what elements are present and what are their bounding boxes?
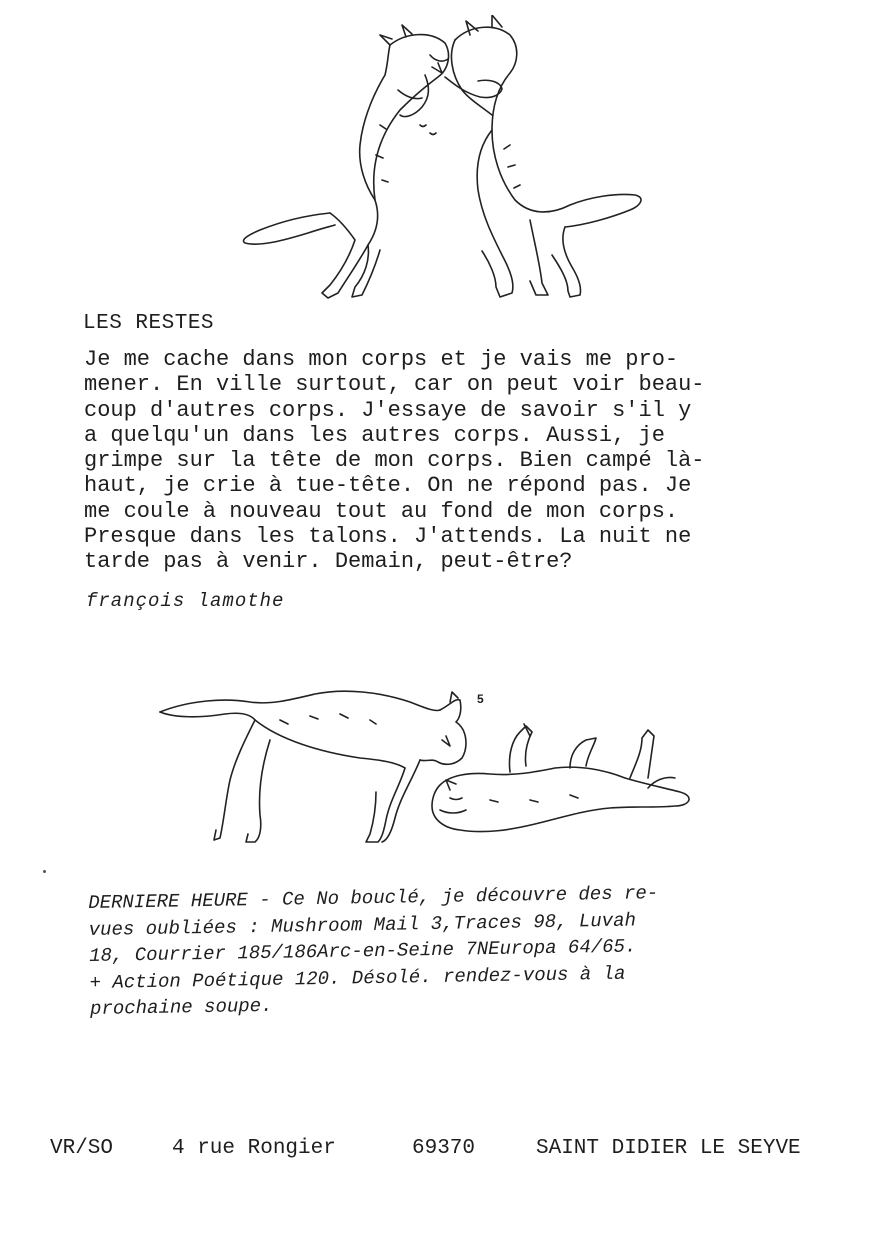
poem-line: coup d'autres corps. J'essaye de savoir s'il y (84, 397, 692, 423)
footer-org: VR/SO (50, 1137, 114, 1160)
page-number: 5 (477, 692, 484, 706)
poem-line: grimpe sur la tête de mon corps. Bien campé là- (84, 448, 705, 474)
poem-line: tarde pas à venir. Demain, peut-être? (84, 549, 573, 575)
author-signature: françois lamothe (86, 590, 285, 612)
poem-line: mener. En ville surtout, car on peut voir beau- (84, 372, 705, 398)
footer-city: SAINT DIDIER LE SEYVE (536, 1137, 801, 1160)
address-footer (50, 1137, 860, 1167)
two-wolves-standing-fighting-icon (230, 15, 650, 305)
footer-street: 4 rue Rongier (172, 1137, 336, 1160)
note-line: vues oubliées : Mushroom Mail 3,Traces 98, Luvah (88, 908, 637, 941)
poem-line: me coule à nouveau tout au fond de mon corps. (84, 498, 679, 524)
poem-line: Je me cache dans mon corps et je vais me pro- (84, 347, 679, 372)
poem-text (84, 347, 824, 575)
footer-zip: 69370 (412, 1137, 476, 1160)
wolf-over-wolf-on-back-icon (150, 680, 710, 850)
note-line: + Action Poétique 120. Désolé. rendez-vous à la (89, 962, 626, 994)
poem-title: LES RESTES (83, 312, 215, 335)
note-line: DERNIERE HEURE - Ce No bouclé, je découvre des re- (88, 882, 659, 914)
note-line: 18, Courrier 185/186Arc-en-Seine 7NEuropa 64/65. (88, 935, 637, 967)
poem-line: Presque dans les talons. J'attends. La nuit ne (84, 524, 692, 550)
note-paragraph (88, 877, 850, 1023)
poem-line: haut, je crie à tue-tête. On ne répond pas. Je (84, 473, 692, 499)
poem-line: a quelqu'un dans les autres corps. Aussi, je (84, 422, 665, 448)
ink-speck (43, 870, 46, 873)
note-line: prochaine soupe. (89, 994, 273, 1020)
